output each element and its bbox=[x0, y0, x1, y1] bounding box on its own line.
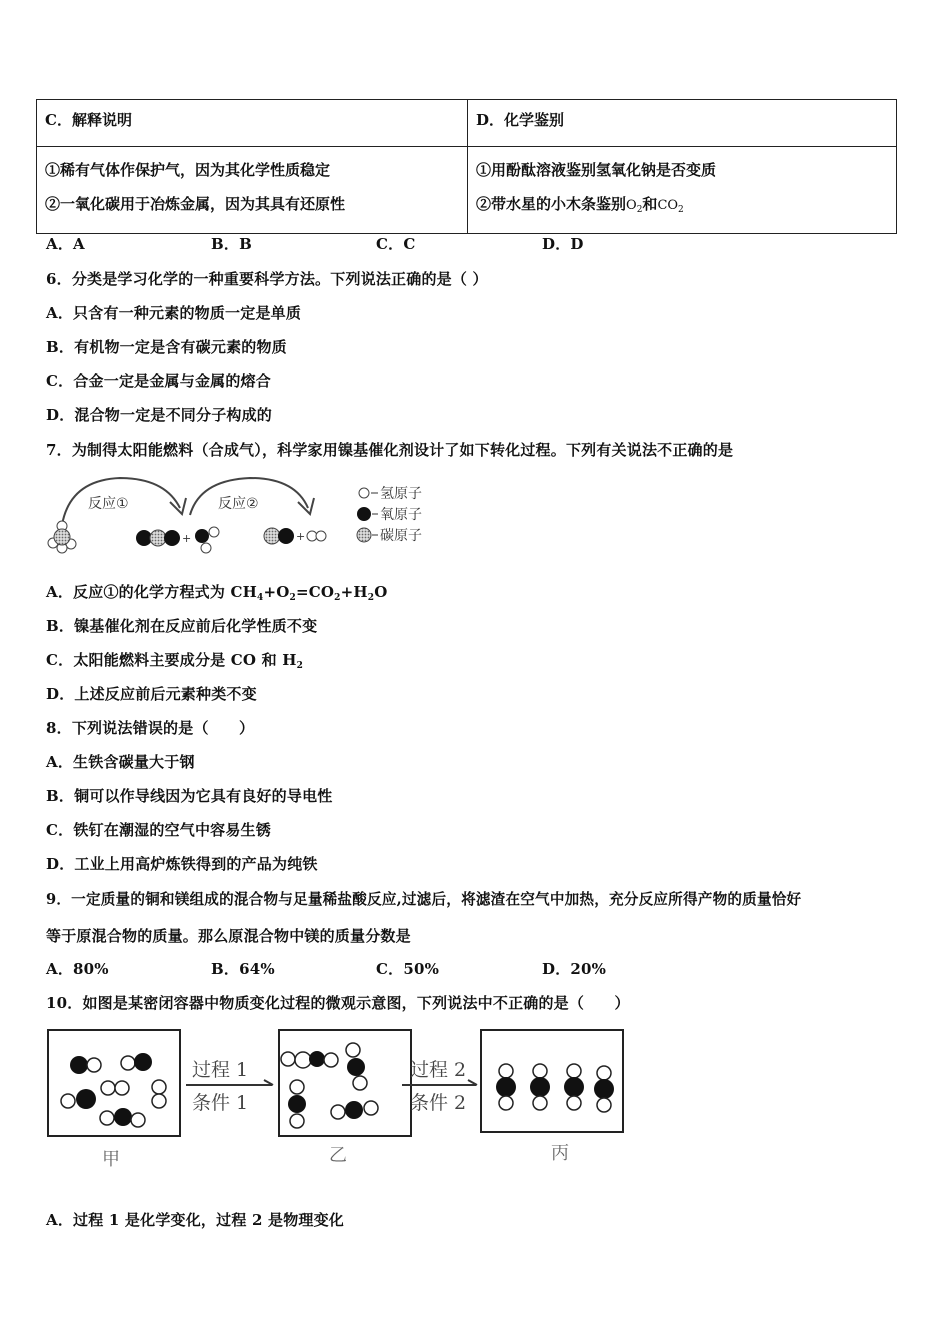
reaction2-label: 反应② bbox=[218, 496, 259, 512]
q5-option-a[interactable]: A．A bbox=[46, 235, 85, 253]
label-jia: 甲 bbox=[102, 1149, 120, 1170]
q8-stem: 8．下列说法错误的是（ ） bbox=[46, 719, 255, 737]
q5-options bbox=[46, 233, 746, 253]
carbon-atom-icon bbox=[357, 528, 371, 542]
hydrogen-atom-icon bbox=[359, 488, 369, 498]
label-bing: 丙 bbox=[551, 1143, 569, 1164]
plus-sign-2: + bbox=[296, 530, 306, 543]
table-header-d: D．化学鉴别 bbox=[468, 100, 897, 147]
q10-stem: 10．如图是某密闭容器中物质变化过程的微观示意图，下列说法中不正确的是（ ） bbox=[46, 994, 630, 1012]
table-header-c: C．解释说明 bbox=[37, 100, 468, 147]
q8-option-c[interactable]: C．铁钉在潮湿的空气中容易生锈 bbox=[46, 821, 271, 839]
legend bbox=[357, 486, 422, 544]
c-item-1: ①稀有气体作保护气，因为其化学性质稳定 bbox=[45, 161, 331, 179]
q5-option-b[interactable]: B．B bbox=[211, 235, 252, 253]
q9-stem-line1: 9．一定质量的铜和镁组成的混合物与足量稀盐酸反应,过滤后，将滤渣在空气中加热，充分反应所得产物的质量恰好 bbox=[46, 891, 802, 908]
q9-option-a[interactable]: A．80% bbox=[46, 960, 109, 978]
table-cell-c bbox=[37, 147, 468, 234]
legend-carbon: 碳原子 bbox=[380, 528, 422, 544]
q7-option-c[interactable]: C．太阳能燃料主要成分是 CO 和 $H_2$ bbox=[46, 651, 304, 671]
c-item-2: ②一氧化碳用于冶炼金属，因为其具有还原性 bbox=[45, 195, 346, 213]
plus-sign-1: + bbox=[182, 532, 192, 545]
q6-option-a[interactable]: A．只含有一种元素的物质一定是单质 bbox=[46, 304, 302, 322]
hydrogen-molecule bbox=[307, 531, 326, 541]
q6-option-c[interactable]: C．合金一定是金属与金属的熔合 bbox=[46, 372, 271, 390]
reaction1-label: 反应① bbox=[88, 496, 129, 512]
q8-option-d[interactable]: D．工业上用高炉炼铁得到的产品为纯铁 bbox=[46, 855, 318, 873]
q7-stem: 7．为制得太阳能燃料（合成气），科学家用镍基催化剂设计了如下转化过程。下列有关说法不正确的是 bbox=[46, 441, 734, 459]
legend-hydrogen: 氢原子 bbox=[380, 486, 422, 502]
d-item-2: ②带水星的小木条鉴别$O_2$和$CO_2$ bbox=[476, 195, 684, 215]
oxygen-atom-icon bbox=[357, 507, 371, 521]
legend-oxygen: 氧原子 bbox=[380, 507, 422, 523]
water-molecule bbox=[195, 527, 219, 553]
process2-label: 过程 2 bbox=[410, 1059, 467, 1081]
q9-option-d[interactable]: D．20% bbox=[542, 960, 607, 978]
q6-stem: 6．分类是学习化学的一种重要科学方法。下列说法正确的是（ ） bbox=[46, 270, 488, 288]
carbon-monoxide-molecule bbox=[264, 528, 294, 544]
q5-option-c[interactable]: C．C bbox=[376, 235, 416, 253]
q10-option-a[interactable]: A．过程 1 是化学变化，过程 2 是物理变化 bbox=[46, 1211, 345, 1229]
label-yi: 乙 bbox=[329, 1145, 347, 1166]
q7-option-b[interactable]: B．镍基催化剂在反应前后化学性质不变 bbox=[46, 617, 318, 635]
condition1-label: 条件 1 bbox=[192, 1092, 249, 1114]
q6-option-b[interactable]: B．有机物一定是含有碳元素的物质 bbox=[46, 338, 287, 356]
table-cell-d bbox=[468, 147, 897, 234]
q9-option-b[interactable]: B．64% bbox=[211, 960, 275, 978]
methane-molecule bbox=[48, 521, 76, 553]
q9-options bbox=[46, 958, 746, 978]
q10-process-figure bbox=[46, 1025, 636, 1175]
q5-table bbox=[36, 99, 897, 234]
q8-option-a[interactable]: A．生铁含碳量大于钢 bbox=[46, 753, 195, 771]
q9-stem-line2: 等于原混合物的质量。那么原混合物中镁的质量分数是 bbox=[46, 927, 411, 945]
q7-option-a[interactable]: A．反应①的化学方程式为 $CH_4+O_2=CO_2+H_2O$ bbox=[46, 583, 388, 603]
q8-option-b[interactable]: B．铜可以作导线因为它具有良好的导电性 bbox=[46, 787, 333, 805]
q9-option-c[interactable]: C．50% bbox=[376, 960, 440, 978]
process1-label: 过程 1 bbox=[192, 1059, 249, 1081]
q7-option-d[interactable]: D．上述反应前后元素种类不变 bbox=[46, 685, 257, 703]
q6-option-d[interactable]: D．混合物一定是不同分子构成的 bbox=[46, 406, 273, 424]
q7-reaction-figure bbox=[40, 470, 460, 560]
q5-option-d[interactable]: D．D bbox=[542, 235, 584, 253]
condition2-label: 条件 2 bbox=[410, 1092, 467, 1114]
carbon-dioxide-molecule bbox=[136, 530, 180, 546]
d-item-1: ①用酚酞溶液鉴别氢氧化钠是否变质 bbox=[476, 161, 717, 179]
